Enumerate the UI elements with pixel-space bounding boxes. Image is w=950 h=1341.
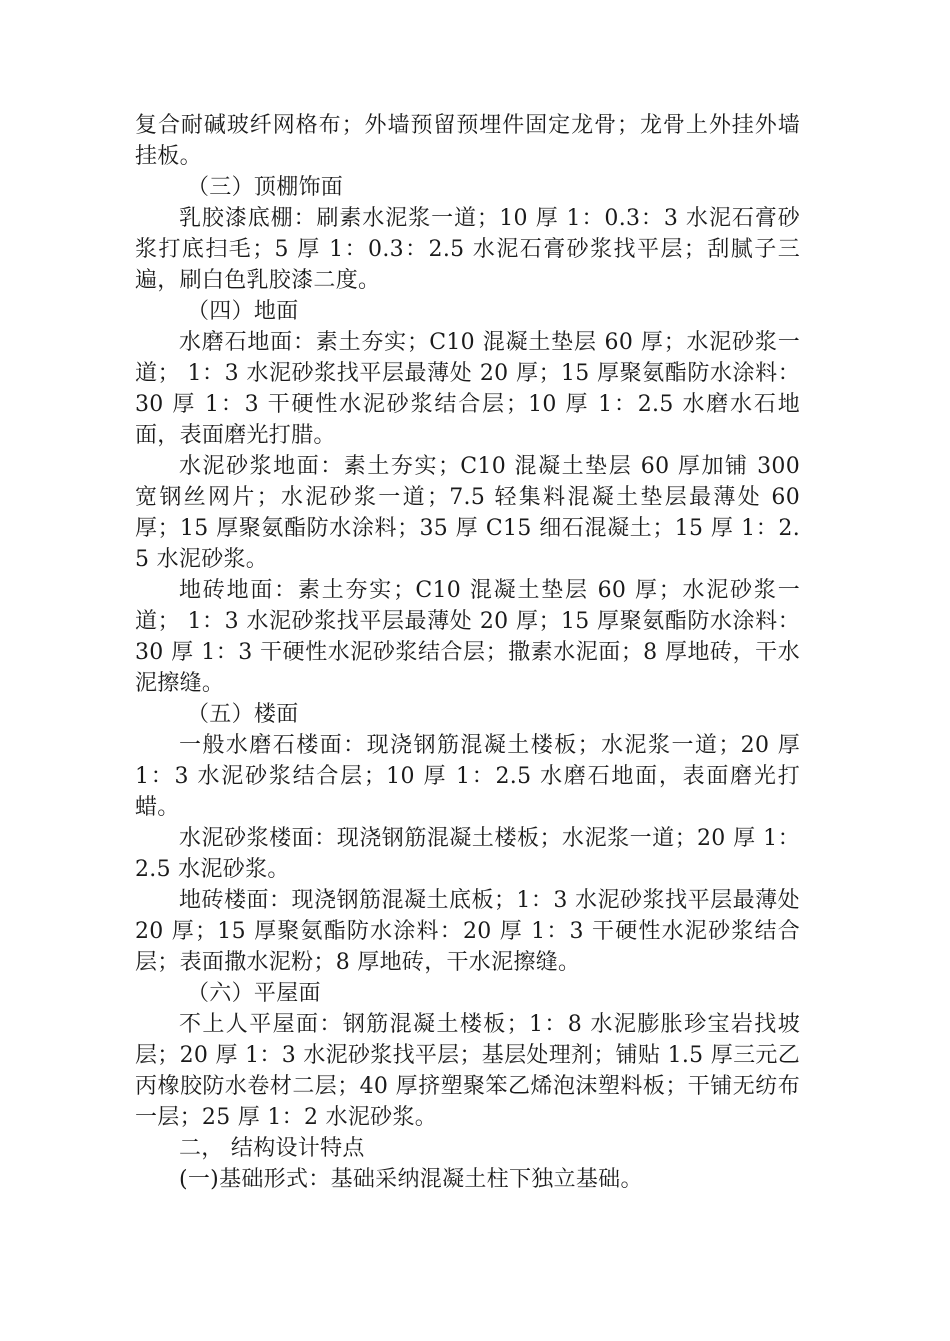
paragraph-tile-floor: 地砖楼面：现浇钢筋混凝土底板；1：3 水泥砂浆找平层最薄处 20 厚；15 厚聚氨酯防水涂料：20 厚 1：3 干硬性水泥砂浆结合层；表面撒水泥粉；8 厚地砖，干水泥擦缝。 <box>135 888 800 975</box>
paragraph-cement-mortar-ground: 水泥砂浆地面：素土夯实；C10 混凝土垫层 60 厚加铺 300 宽钢丝网片；水泥砂浆一道；7.5 轻集料混凝土垫层最薄处 60 厚；15 厚聚氨酯防水涂料；35 厚 C15 细石混凝土；15 厚 1：2.5 水泥砂浆。 <box>135 454 800 572</box>
paragraph-tile-ground: 地砖地面：素土夯实；C10 混凝土垫层 60 厚；水泥砂浆一道； 1：3 水泥砂浆找平层最薄处 20 厚；15 厚聚氨酯防水涂料：30 厚 1：3 干硬性水泥砂浆结合层；撒素水泥面；8 厚地砖，干水泥擦缝。 <box>135 578 800 696</box>
section-heading-ground: （四）地面 <box>187 299 299 324</box>
subsection-foundation: (一)基础形式：基础采纳混凝土柱下独立基础。 <box>179 1167 643 1192</box>
section-heading-floor: （五）楼面 <box>187 702 299 727</box>
paragraph-terrazzo-ground: 水磨石地面：素土夯实；C10 混凝土垫层 60 厚；水泥砂浆一道； 1：3 水泥砂浆找平层最薄处 20 厚；15 厚聚氨酯防水涂料：30 厚 1：3 干硬性水泥砂浆结合层；10 厚 1：2.5 水磨水石地面，表面磨光打腊。 <box>135 330 800 448</box>
section-heading-flat-roof: （六）平屋面 <box>187 981 321 1006</box>
chapter-heading-structure: 二， 结构设计特点 <box>179 1136 365 1161</box>
paragraph-terrazzo-floor: 一般水磨石楼面：现浇钢筋混凝土楼板；水泥浆一道；20 厚 1：3 水泥砂浆结合层；10 厚 1：2.5 水磨石地面，表面磨光打蜡。 <box>135 733 800 820</box>
document-body <box>135 110 800 1195</box>
section-heading-ceiling: （三）顶棚饰面 <box>187 175 344 200</box>
paragraph-latex-ceiling: 乳胶漆底棚：刷素水泥浆一道；10 厚 1：0.3：3 水泥石膏砂浆打底扫毛；5 厚 1：0.3：2.5 水泥石膏砂浆找平层；刮腻子三遍，刷白色乳胶漆二度。 <box>135 206 800 293</box>
paragraph-flat-roof: 不上人平屋面：钢筋混凝土楼板；1：8 水泥膨胀珍宝岩找坡层；20 厚 1：3 水泥砂浆找平层；基层处理剂；铺贴 1.5 厚三元乙丙橡胶防水卷材二层；40 厚挤塑聚笨乙烯泡沫塑料板；干铺无纺布一层；25 厚 1：2 水泥砂浆。 <box>135 1012 800 1130</box>
paragraph-exterior-wall-cont: 复合耐碱玻纤网格布；外墙预留预埋件固定龙骨；龙骨上外挂外墙挂板。 <box>135 113 800 169</box>
paragraph-cement-mortar-floor: 水泥砂浆楼面：现浇钢筋混凝土楼板；水泥浆一道；20 厚 1：2.5 水泥砂浆。 <box>135 826 800 882</box>
